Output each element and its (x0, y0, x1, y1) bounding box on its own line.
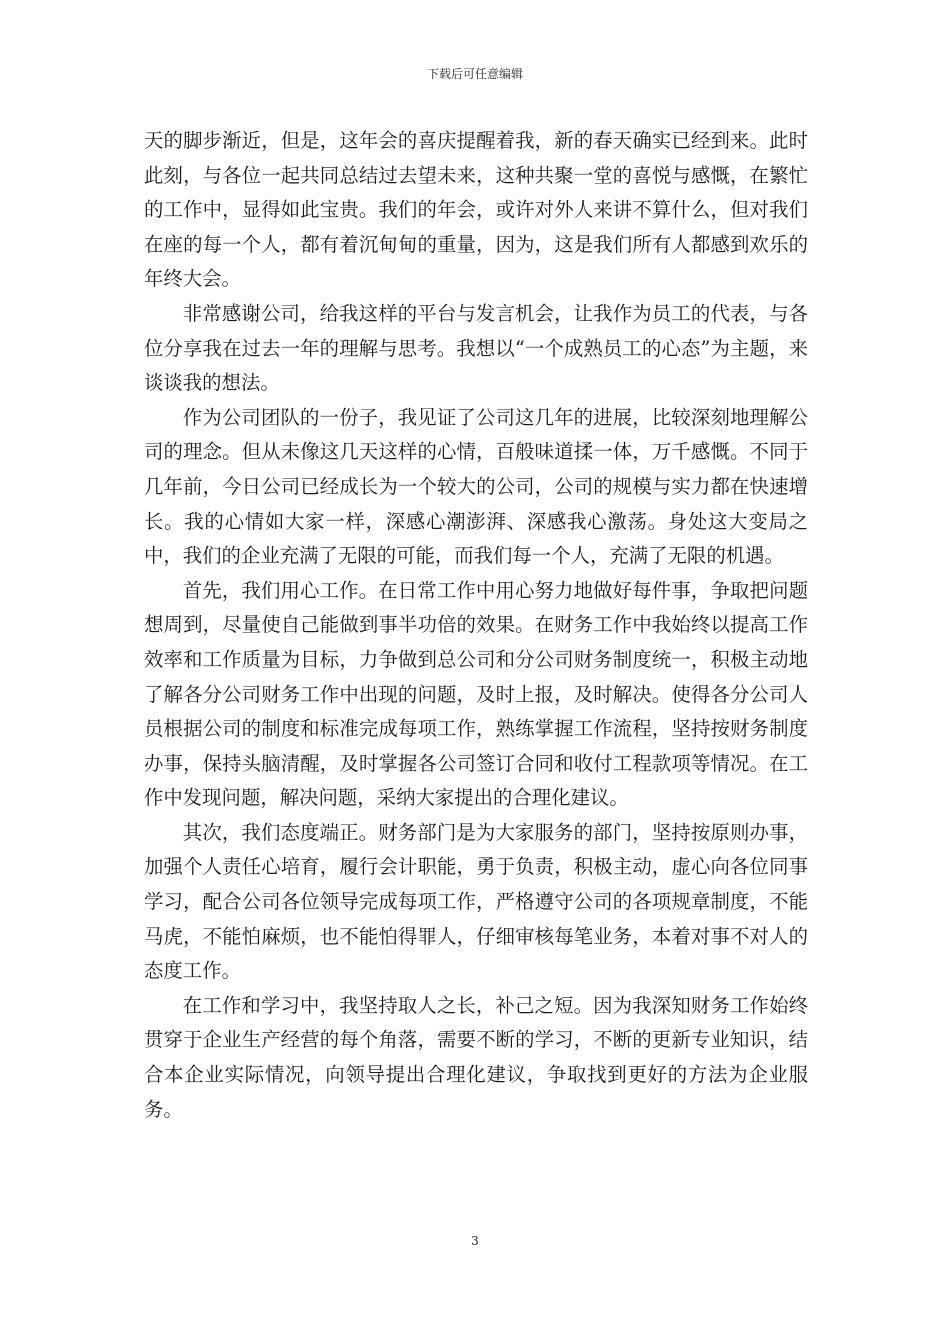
paragraph-team-member: 作为公司团队的一份子，我见证了公司这几年的进展，比较深刻地理解公司的理念。但从未像这几天这样的心情，百般味道揉一体，万千感慨。不同于几年前，今日公司已经成长为一个较大的公司，公司的规模与实力都在快速增长。我的心情如大家一样，深感心潮澎湃、深感我心激荡。身处这大变局之中，我们的企业充满了无限的可能，而我们每一个人，充满了无限的机遇。 (144, 405, 808, 568)
page-number: 3 (471, 1234, 479, 1248)
paragraph-second-point: 其次，我们态度端正。财务部门是为大家服务的部门，坚持按原则办事，加强个人责任心培育，履行会计职能，勇于负责，积极主动，虚心向各位同事学习，配合公司各位领导完成每项工作，严格遵守公司的各项规章制度，不能马虎，不能怕麻烦，也不能怕得罪人，仔细审核每笔业务，本着对事不对人的态度工作。 (144, 820, 808, 983)
page-header: 下载后可任意编辑 (426, 67, 523, 81)
paragraph-thanks: 非常感谢公司，给我这样的平台与发言机会，让我作为员工的代表，与各位分享我在过去一年的理解与思考。我想以“一个成熟员工的心态”为主题，来谈谈我的想法。 (144, 301, 808, 395)
document-body (144, 124, 808, 1127)
paragraph-first-point: 首先，我们用心工作。在日常工作中用心努力地做好每件事，争取把问题想周到，尽量使自己能做到事半功倍的效果。在财务工作中我始终以提高工作效率和工作质量为目标，力争做到总公司和分公司财务制度统一，积极主动地了解各分公司财务工作中出现的问题，及时上报，及时解决。使得各分公司人员根据公司的制度和标准完成每项工作，熟练掌握工作流程，坚持按财务制度办事，保持头脑清醒，及时掌握各公司签订合同和收付工程款项等情况。在工作中发现问题，解决问题，采纳大家提出的合理化建议。 (144, 578, 808, 810)
paragraph-continuation: 天的脚步渐近，但是，这年会的喜庆提醒着我，新的春天确实已经到来。此时此刻，与各位一起共同总结过去望未来，这种共聚一堂的喜悦与感慨，在繁忙的工作中，显得如此宝贵。我们的年会，或许对外人来讲不算什么，但对我们在座的每一个人，都有着沉甸甸的重量，因为，这是我们所有人都感到欢乐的年终大会。 (144, 129, 808, 291)
paragraph-learning: 在工作和学习中，我坚持取人之长，补己之短。因为我深知财务工作始终贯穿于企业生产经营的每个角落，需要不断的学习，不断的更新专业知识，结合本企业实际情况，向领导提出合理化建议，争取找到更好的方法为企业服务。 (144, 993, 808, 1121)
